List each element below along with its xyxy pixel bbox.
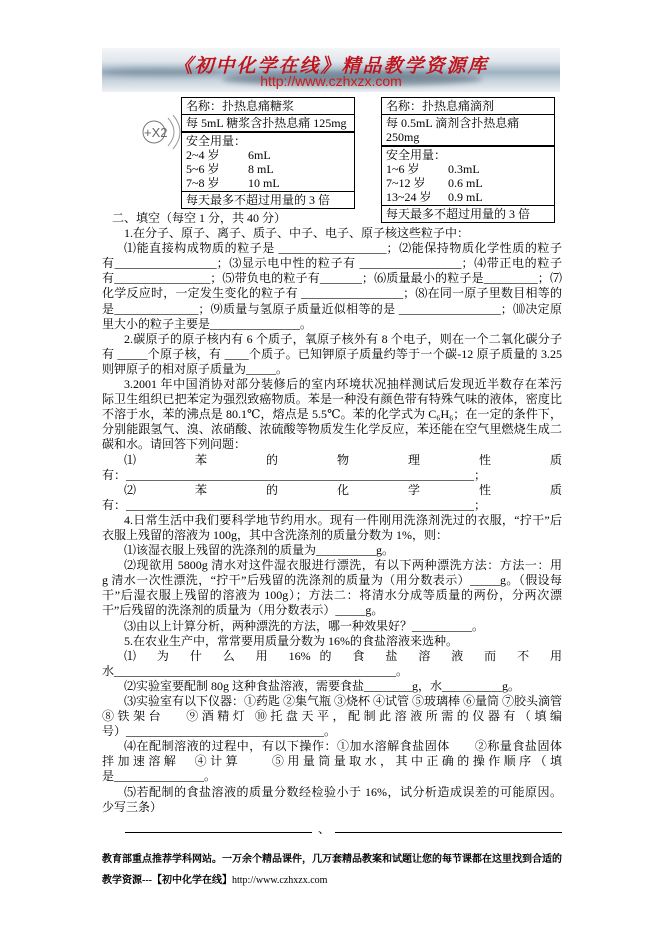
footer: [102, 849, 564, 891]
dose-age: 7~8 岁: [186, 176, 220, 190]
text-line-with-blank[interactable]: ⑵实验室要配制 80g 这种食盐溶液，需要食盐________g，水__________g。: [124, 678, 521, 693]
dose-row: [386, 162, 550, 176]
dose-amount: 8 mL: [248, 162, 274, 176]
dose-row: [186, 176, 350, 190]
text-line: ⑴ 苯 的 物 理 性 质: [124, 452, 562, 467]
text-line: 3.2001 年中国消协对部分装修后的室内环境状况抽样测试后发现近半数存在苯污: [124, 377, 562, 392]
answer-blank[interactable]: [335, 822, 562, 833]
safe-label: 安全用量：: [186, 134, 247, 148]
text-line-with-blank[interactable]: 号）_________________________________。: [102, 724, 337, 739]
text-line-with-blank[interactable]: 水_______________________________________________。: [102, 663, 409, 678]
text-line-with-blank[interactable]: ⑴能直接构成物质的粒子是 __________________；⑵能保持物质化学性质的粒子: [124, 241, 562, 256]
footer-prefix: 教学资源---【初中化学在线】: [102, 875, 232, 886]
drops-label-table: [381, 97, 555, 223]
text-line: 1.在分子、原子、离子、质子、中子、电子、原子核这些粒子中：: [124, 226, 470, 241]
syrup-label-table: [181, 97, 355, 209]
text-line: ⑴ 为 什 么 用 16%的 食 盐 溶 液 而 不 用: [124, 648, 562, 663]
dose-row: [386, 190, 550, 204]
safe-label: 安全用量：: [386, 148, 447, 162]
text-line: 二、填空（每空 1 分，共 40 分）: [112, 211, 287, 225]
answer-separator: 、: [318, 822, 331, 836]
footer-line: 教育部重点推荐学科网站。一万余个精品课件，几万套精品教案和试题让您的每节课都在这里找到合适的: [102, 854, 562, 865]
text-line: 拌 加 速 溶 解 ④ 计 算 ⑤ 用 量 筒 量 取 水 ， 其 中 正 确 的 操 作 顺 序 （ 填: [102, 754, 562, 769]
dose-amount: 0.6 mL: [448, 176, 483, 190]
table-name: 名称：扑热息痛滴剂: [382, 98, 554, 115]
text-line-with-blank[interactable]: g 清水一次性漂洗，“拧干”后残留的洗涤剂的质量为（用分数表示）_____g。（假设每: [102, 573, 562, 588]
text-line: ⑧铁架台 ⑨酒精灯 ⑩托盘天平，配制此溶液所需的仪器有（填编: [102, 709, 562, 724]
answer-lines: [125, 822, 562, 834]
dose-block: [382, 147, 554, 206]
text-line-with-blank[interactable]: 有 _____个原子核，有 ____个质子。已知钾原子质量约等于一个碳-12 原子质量的 3.25: [102, 346, 562, 361]
text-line: 4.日常生活中我们要科学地节约用水。现有一件刚用洗涤剂洗过的衣服，“拧干”后: [124, 512, 562, 527]
stamp-text: +X2: [144, 125, 168, 140]
footer-line: [102, 870, 564, 891]
header-banner: [102, 48, 560, 92]
table-content: 每 5mL 糖浆含扑热息痛 125mg: [182, 115, 354, 133]
text-line-with-blank[interactable]: 有：__________________________________________________________；: [102, 497, 487, 512]
dose-amount: 6mL: [248, 148, 271, 162]
text-line: ⑶实验室有以下仪器：①药匙 ②集气瓶 ③烧杯 ④试管 ⑤玻璃棒 ⑥量筒 ⑦胶头滴管: [124, 694, 562, 708]
dose-age: 1~6 岁: [386, 162, 420, 176]
table-content: 每 0.5mL 滴剂含扑热息痛 250mg: [382, 115, 554, 147]
question-body: [102, 211, 562, 815]
table-name: 名称：扑热息痛糖浆: [182, 98, 354, 115]
dose-row: [186, 148, 350, 162]
text-line: 碳和水。请回答下列问题：: [102, 437, 247, 452]
text-line-with-blank[interactable]: 有：__________________________________________________________；: [102, 467, 487, 482]
footer-url[interactable]: http://www.czhxzx.com: [232, 875, 328, 886]
dose-row: [186, 162, 350, 176]
text-line-with-blank[interactable]: ⑶由以上计算分析，两种漂洗的方法，哪一种效果好？__________。: [124, 618, 485, 633]
dose-age: 13~24 岁: [386, 190, 432, 204]
text-line: ⑵ 苯 的 化 学 性 质: [124, 482, 562, 497]
text-line-with-blank[interactable]: 则钾原子的相对原子质量为_____。: [102, 361, 289, 376]
text-line-with-blank[interactable]: 是______________；⑼质量与氢原子质量近似相等的是 _________________；⑽决定原: [102, 301, 562, 316]
text-line-with-blank[interactable]: 干”后残留的洗涤剂的质量为（用分数表示）_____g。: [102, 603, 384, 618]
dose-block: [182, 133, 354, 192]
dose-amount: 0.3mL: [448, 162, 480, 176]
text-line: 际卫生组织已把苯定为强烈致癌物质。苯是一种没有颜色带有特殊气味的液体，密度比: [102, 392, 562, 407]
text-line-with-blank[interactable]: ⑴该湿衣服上残留的洗涤剂的质量为__________g。: [124, 543, 395, 558]
text-line: ⑸若配制的食盐溶液的质量分数经检验小于 16%，试分析造成误差的可能原因。: [124, 784, 562, 799]
banner-url[interactable]: http://www.czhxzx.com: [260, 73, 402, 89]
table-note: 每天最多不超过用量的 3 倍: [386, 207, 531, 221]
text-line-with-blank[interactable]: 化学反应时，一定发生变化的粒子有 _________________；⑻在同一原子里数目相等的: [102, 286, 562, 301]
text-line-with-blank[interactable]: 有_________________；⑶显示电中性的粒子有 _________________；⑷带正电的粒子: [102, 256, 562, 271]
text-line: 干”后湿衣服上残留的溶液为 100g）；方法二：将清水分成等质量的两份，分两次漂: [102, 588, 562, 603]
text-line: 少写三条）: [102, 799, 163, 814]
text-line: 衣服上残留的溶液为 100g，其中含洗涤剂的质量分数为 1%，则：: [102, 527, 448, 542]
dose-age: 5~6 岁: [186, 162, 220, 176]
text-line-with-blank[interactable]: 是_______________。: [102, 769, 217, 784]
text-line: 不溶于水，苯的沸点是 80.1℃，熔点是 5.5℃。苯的化学式为 C₆H₆；在一定的条件下，: [102, 407, 562, 422]
text-line: 2.碳原子的原子核内有 6 个质子，氧原子核外有 8 个电子，则在一个二氧化碳分子: [124, 331, 562, 346]
text-line: 分别能跟氢气、溴、浓硝酸、浓硫酸等物质发生化学反应，苯还能在空气里燃烧生成二: [102, 422, 562, 437]
table-note: 每天最多不超过用量的 3 倍: [186, 193, 331, 207]
text-line: ⑵现欲用 5800g 清水对这件湿衣服进行漂洗，有以下两种漂洗方法：方法一：用: [124, 558, 562, 573]
text-line: ⑷在配制溶液的过程中，有以下操作：①加水溶解食盐固体 ②称量食盐固体: [124, 739, 562, 754]
dose-row: [386, 176, 550, 190]
answer-blank[interactable]: [125, 822, 312, 833]
dose-amount: 10 mL: [248, 176, 280, 190]
text-line-with-blank[interactable]: 有________________；⑸带负电的粒子有_______；⑹质量最小的粒子是_________；⑺: [102, 271, 562, 286]
dose-age: 2~4 岁: [186, 148, 220, 162]
text-line-with-blank[interactable]: 里大小的粒子主要是_______________。: [102, 316, 313, 331]
banner-title: 《初中化学在线》精品教学资源库: [173, 56, 489, 77]
dose-amount: 0.9 mL: [448, 190, 483, 204]
dose-age: 7~12 岁: [386, 176, 426, 190]
text-line: 5.在农业生产中，常常要用质量分数为 16%的食盐溶液来选种。: [124, 633, 458, 648]
